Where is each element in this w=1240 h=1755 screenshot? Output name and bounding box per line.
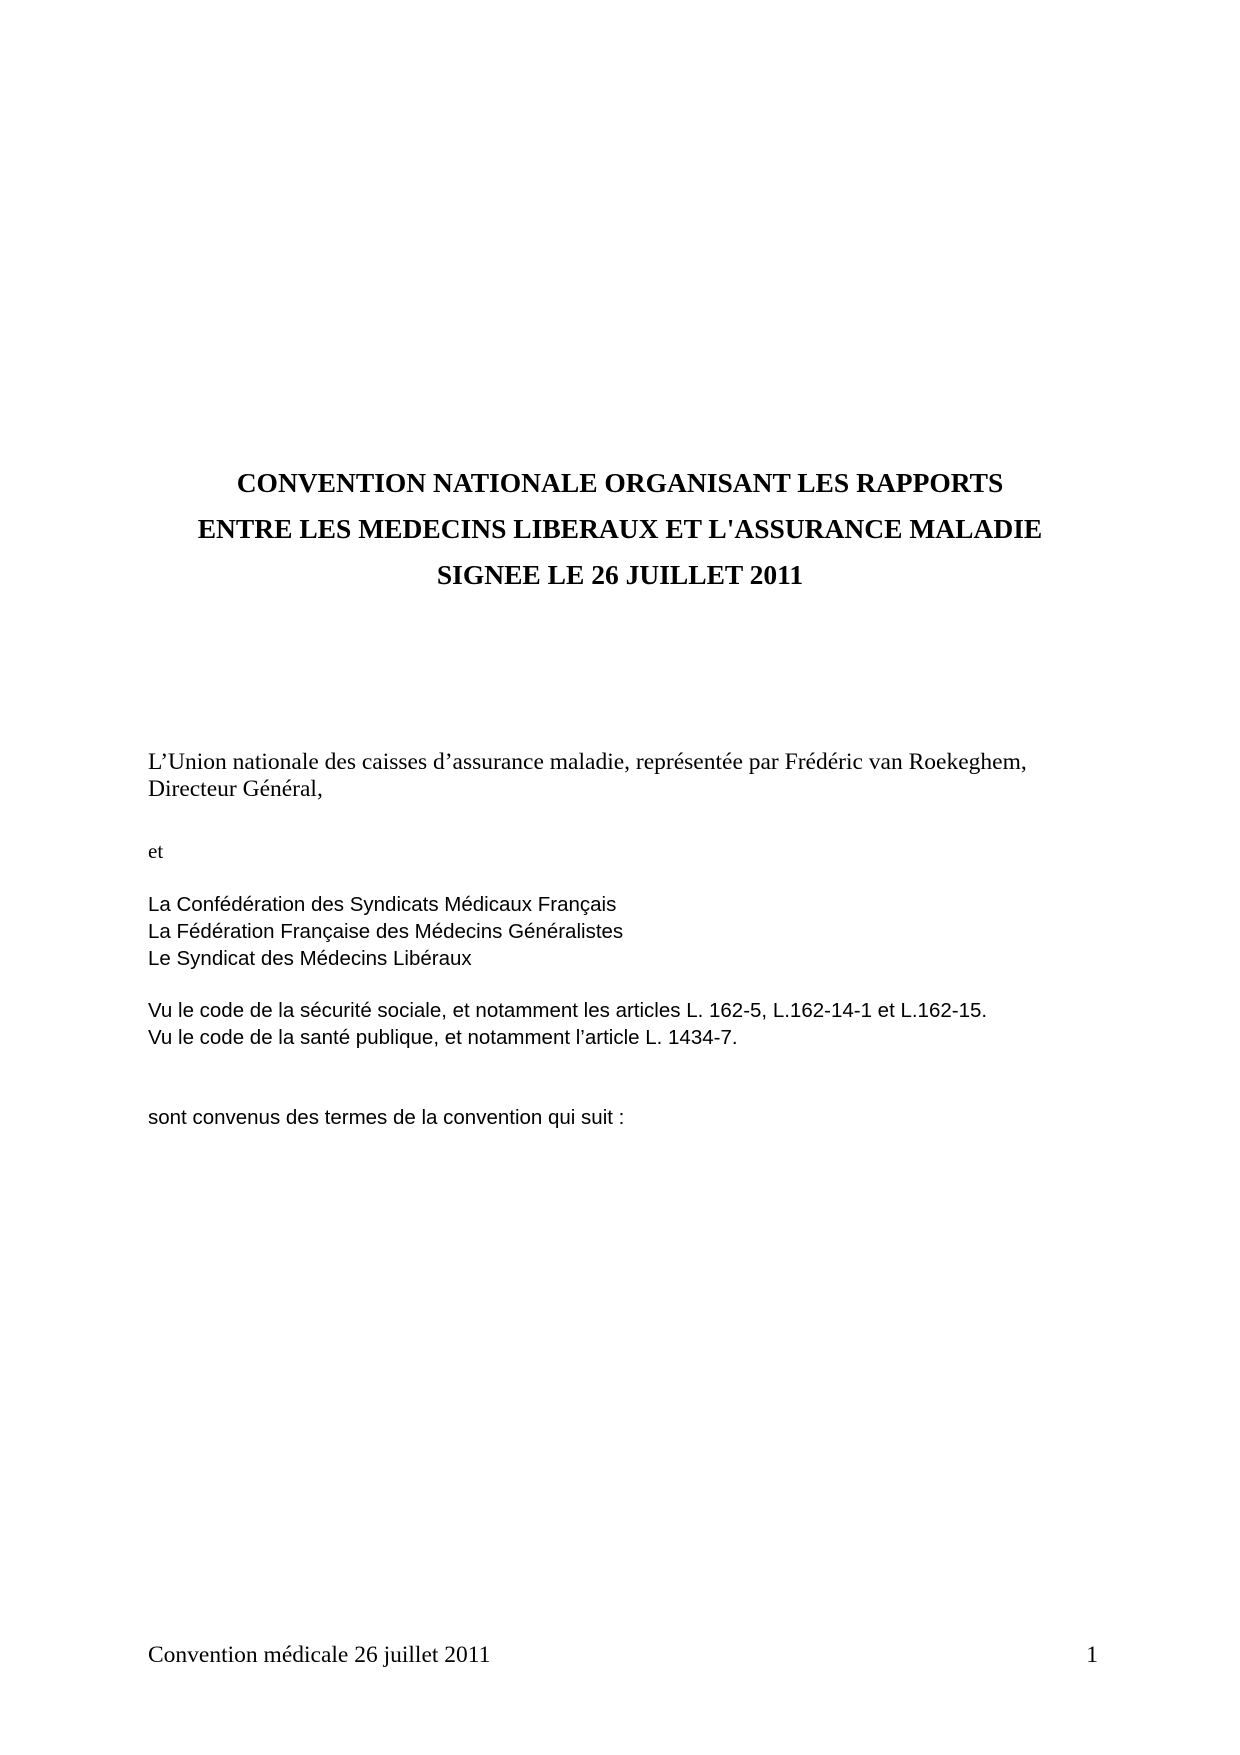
party-item: La Fédération Française des Médecins Généralistes	[148, 920, 624, 943]
conjunction-text: et	[148, 839, 164, 863]
party-item: La Confédération des Syndicats Médicaux Français	[148, 893, 617, 916]
page-number: 1	[1086, 1642, 1098, 1668]
legal-references	[148, 997, 987, 1051]
legal-reference-line: Vu le code de la sécurité sociale, et notamment les articles L. 162-5, L.162-14-1 et L.162-15.	[148, 999, 988, 1022]
party-item: Le Syndicat des Médecins Libéraux	[148, 947, 472, 970]
parties-list	[148, 891, 623, 972]
title-line: CONVENTION NATIONALE ORGANISANT LES RAPPORTS	[236, 467, 1004, 498]
document-title	[0, 460, 1240, 598]
agreement-statement: sont convenus des termes de la convention qui suit :	[148, 1106, 625, 1129]
union-line: Directeur Général,	[148, 776, 323, 802]
union-paragraph	[148, 749, 1027, 803]
footer-document-name: Convention médicale 26 juillet 2011	[148, 1642, 491, 1668]
union-line: L’Union nationale des caisses d’assurance maladie, représentée par Frédéric van Roekeghem,	[148, 749, 1027, 775]
title-line: ENTRE LES MEDECINS LIBERAUX ET L'ASSURANCE MALADIE	[197, 513, 1043, 544]
title-line: SIGNEE LE 26 JUILLET 2011	[436, 559, 804, 590]
legal-reference-line: Vu le code de la santé publique, et notamment l’article L. 1434-7.	[148, 1026, 738, 1049]
